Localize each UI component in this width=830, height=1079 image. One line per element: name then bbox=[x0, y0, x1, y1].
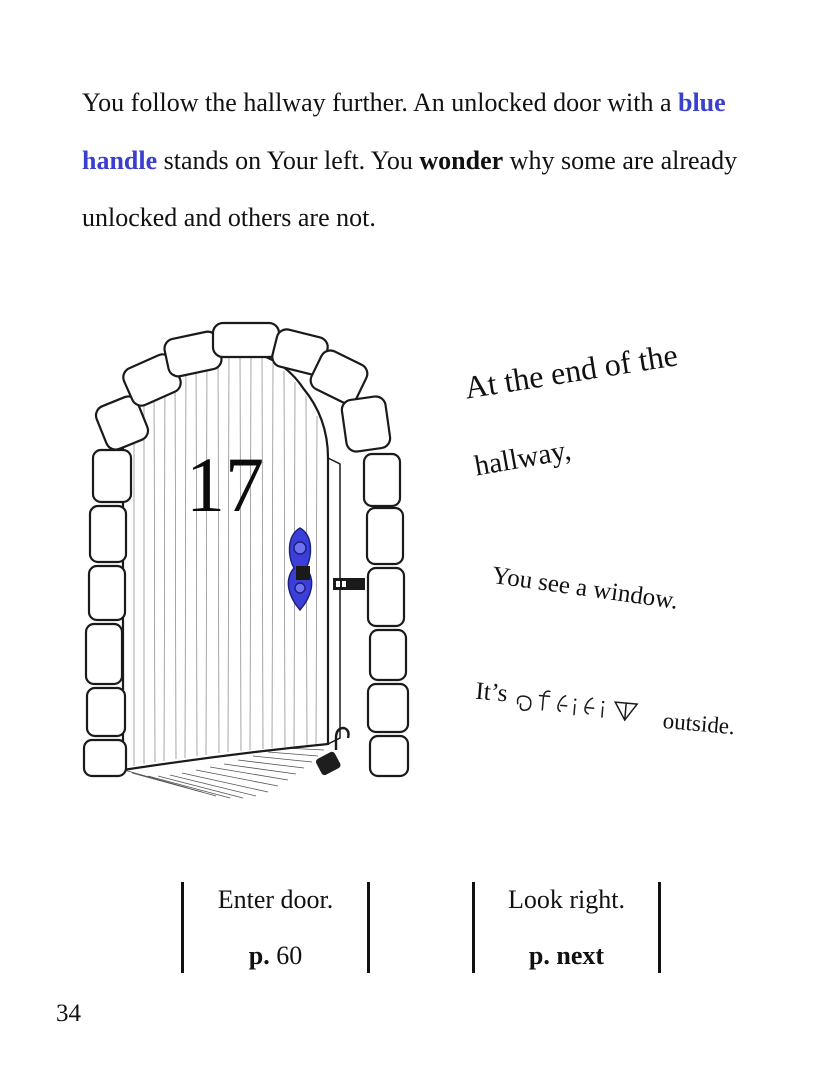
side-text-line5: outside. bbox=[661, 708, 736, 740]
choice-look-right-label: Look right. bbox=[508, 885, 625, 914]
page-prefix: p. bbox=[248, 941, 270, 970]
door-illustration bbox=[78, 318, 423, 804]
side-text-line3: You see a window. bbox=[490, 562, 680, 615]
page-number: 34 bbox=[56, 1000, 81, 1027]
side-text-line2: hallway, bbox=[472, 434, 574, 483]
side-text-line4 bbox=[474, 676, 652, 725]
page-value: next bbox=[556, 941, 605, 970]
choice-look-right-page bbox=[475, 941, 658, 971]
door-number: 17 bbox=[186, 441, 264, 528]
blue-handle-highlight: blue handle bbox=[82, 88, 726, 175]
story-text-part1: You follow the hallway further. An unlocked door with a bbox=[82, 88, 672, 117]
story-text-part2: stands on Your left. You bbox=[157, 145, 420, 175]
door-latch bbox=[333, 578, 365, 590]
choice-enter-door-label: Enter door. bbox=[217, 885, 334, 914]
its-label: It’s bbox=[474, 677, 509, 708]
rune-script-icon bbox=[512, 679, 644, 724]
side-text-line1: At the end of the bbox=[462, 336, 681, 406]
wonder-highlight: wonder bbox=[419, 145, 504, 175]
choice-enter-door[interactable] bbox=[181, 882, 370, 973]
story-text bbox=[82, 74, 772, 247]
story-text-part3: why some are already unlocked and others are not. bbox=[82, 145, 738, 232]
page-value: 60 bbox=[276, 941, 303, 970]
choice-enter-door-page bbox=[184, 941, 367, 971]
choice-look-right[interactable] bbox=[472, 882, 661, 973]
page-prefix: p. bbox=[528, 941, 550, 970]
